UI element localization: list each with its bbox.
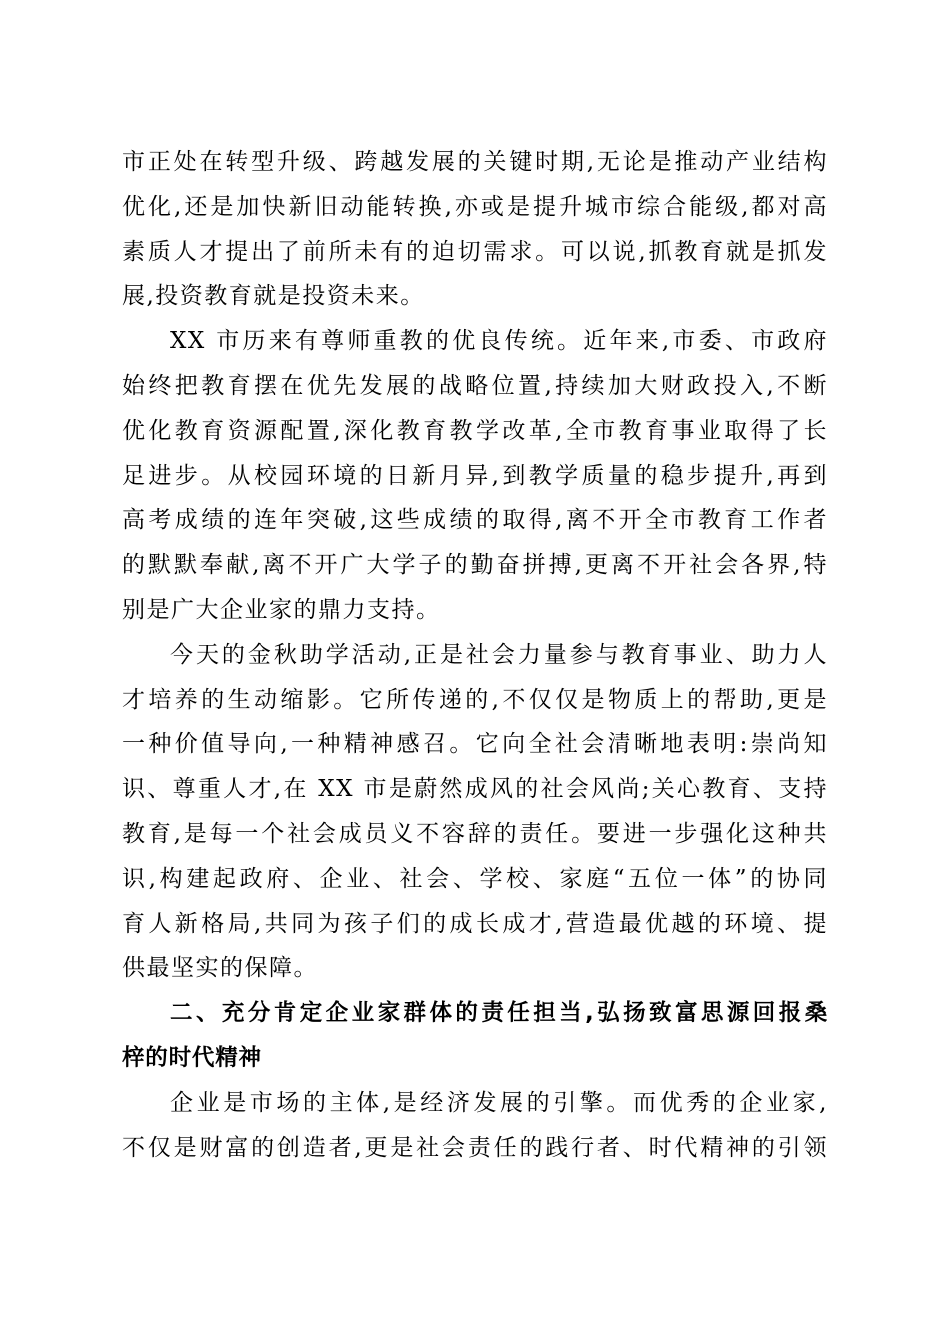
paragraph-line: 今天的金秋助学活动,正是社会力量参与教育事业、助力人 <box>170 641 828 668</box>
heading-line: 二、充分肯定企业家群体的责任担当,弘扬致富思源回报桑 <box>170 1000 828 1027</box>
paragraph-line: 识,构建起政府、企业、社会、学校、家庭“五位一体”的协同 <box>122 865 828 892</box>
section-heading-2 <box>122 991 828 1081</box>
paragraph-line: 展,投资教育就是投资未来。 <box>122 283 425 310</box>
paragraph-line: 市正处在转型升级、跨越发展的关键时期,无论是推动产业结构 <box>122 149 828 175</box>
paragraph-line: 足进步。从校园环境的日新月异,到教学质量的稳步提升,再到 <box>122 462 828 489</box>
paragraph-line: 识、尊重人才,在 XX 市是蔚然成风的社会风尚;关心教育、支持 <box>122 776 828 803</box>
paragraph-line: 才培养的生动缩影。它所传递的,不仅仅是物质上的帮助,更是 <box>122 686 828 713</box>
paragraph-line: 素质人才提出了前所未有的迫切需求。可以说,抓教育就是抓发 <box>122 238 828 265</box>
paragraph-line: XX 市历来有尊师重教的优良传统。近年来,市委、市政府 <box>170 328 828 355</box>
paragraph-line: 优化,还是加快新旧动能转换,亦或是提升城市综合能级,都对高 <box>122 193 828 220</box>
paragraph-line: 教育,是每一个社会成员义不容辞的责任。要进一步强化这种共 <box>122 820 828 847</box>
paragraph-line: 育人新格局,共同为孩子们的成长成才,营造最优越的环境、提 <box>122 910 828 937</box>
paragraph-4 <box>122 1081 828 1171</box>
heading-line: 梓的时代精神 <box>122 1044 262 1071</box>
paragraph-line: 别是广大企业家的鼎力支持。 <box>122 596 441 623</box>
paragraph-line: 始终把教育摆在优先发展的战略位置,持续加大财政投入,不断 <box>122 372 828 399</box>
paragraph-3 <box>122 633 828 991</box>
paragraph-2 <box>122 319 828 633</box>
paragraph-line: 高考成绩的连年突破,这些成绩的取得,离不开全市教育工作者 <box>122 507 828 534</box>
paragraph-line: 不仅是财富的创造者,更是社会责任的践行者、时代精神的引领 <box>122 1134 828 1161</box>
paragraph-line: 的默默奉献,离不开广大学子的勤奋拼搏,更离不开社会各界,特 <box>122 552 828 579</box>
paragraph-line: 企业是市场的主体,是经济发展的引擎。而优秀的企业家, <box>170 1089 828 1116</box>
paragraph-1 <box>122 140 828 319</box>
document-body <box>122 140 828 1170</box>
paragraph-line: 供最坚实的保障。 <box>122 955 318 982</box>
paragraph-line: 优化教育资源配置,深化教育教学改革,全市教育事业取得了长 <box>122 417 828 444</box>
paragraph-line: 一种价值导向,一种精神感召。它向全社会清晰地表明:崇尚知 <box>122 731 828 758</box>
